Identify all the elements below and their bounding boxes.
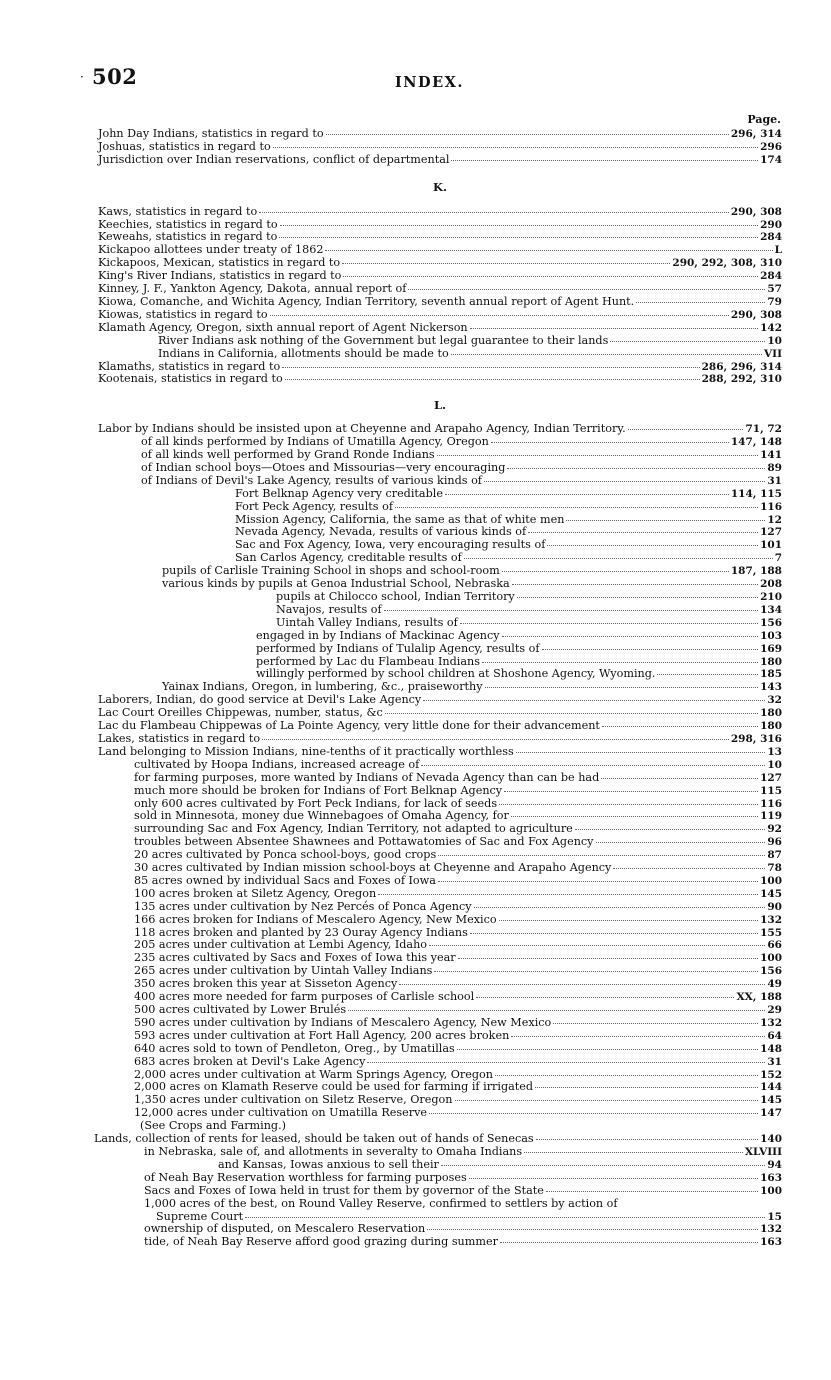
entry-text: of Indians of Devil's Lake Agency, results of various kinds of [141, 473, 482, 487]
dot-leader [429, 1112, 758, 1114]
entry-text: sold in Minnesota, money due Winnebagoes of Omaha Agency, for [134, 809, 509, 823]
entry-page: 66 [767, 939, 782, 952]
dot-leader [491, 441, 729, 443]
dot-leader [378, 893, 758, 895]
entry-page: 57 [767, 283, 782, 296]
index-entry [98, 449, 782, 462]
dot-leader [495, 1074, 758, 1076]
dot-leader [511, 815, 758, 817]
entry-page: 169 [760, 642, 782, 655]
index-entry [98, 1030, 782, 1043]
entry-page: 100 [760, 1184, 782, 1197]
index-entry [98, 914, 782, 927]
entry-page: 141 [760, 449, 782, 462]
entry-text: of Indian school boys—Otoes and Missourias—very encouraging [141, 460, 506, 474]
entry-text: Klamaths, statistics in regard to [98, 359, 281, 373]
dot-leader [470, 327, 758, 329]
dot-leader [566, 519, 765, 521]
dot-leader [482, 661, 758, 663]
index-entry [98, 875, 782, 888]
dot-leader [399, 983, 765, 985]
entry-text: 400 acres more needed for farm purposes of Carlisle school [134, 990, 475, 1004]
entry-page: 290, 292, 308, 310 [672, 257, 782, 270]
entry-text: Kickapoo allottees under treaty of 1862 [98, 243, 324, 257]
entry-text: 593 acres under cultivation at Fort Hall Agency, 200 acres broken [134, 1028, 510, 1042]
entry-text: Kiowa, Comanche, and Wichita Agency, Indian Territory, seventh annual report of Agent Hunt. [98, 294, 635, 308]
dot-leader [512, 583, 758, 585]
entry-text: Supreme Court [156, 1209, 244, 1223]
index-entry [98, 1056, 782, 1069]
dot-leader [441, 1164, 765, 1166]
entry-page: 147, 148 [730, 436, 782, 449]
index-entry [98, 591, 782, 604]
dot-leader [546, 1190, 758, 1192]
dot-leader [536, 1138, 758, 1140]
dot-leader [280, 224, 758, 226]
dot-leader [602, 725, 758, 727]
entry-text: engaged in by Indians of Mackinac Agency [256, 628, 500, 642]
entry-page: 156 [760, 616, 782, 629]
entry-page: 296, 314 [730, 128, 782, 140]
index-entry [98, 501, 782, 514]
entry-text: 1,000 acres of the best, on Round Valley Reserve, confirmed to settlers by action of [144, 1196, 618, 1210]
entry-text: Fort Peck Agency, results of [235, 499, 393, 513]
entry-page: 100 [760, 952, 782, 965]
dot-leader [429, 944, 765, 946]
entry-page: 143 [760, 681, 782, 694]
dot-leader [547, 544, 758, 546]
entry-page: 127 [760, 771, 782, 784]
index-entry [98, 206, 782, 219]
entry-text: in Nebraska, sale of, and allotments in severalty to Omaha Indians [144, 1144, 523, 1158]
entry-text: 85 acres owned by individual Sacs and Foxes of Iowa [134, 873, 436, 887]
entry-page: 163 [760, 1171, 782, 1184]
dot-leader [279, 236, 758, 238]
index-entry [98, 888, 782, 901]
page-column-label: Page. [747, 113, 781, 126]
dot-leader [484, 480, 765, 482]
index-entry [98, 1172, 782, 1185]
entry-text: performed by Indians of Tulalip Agency, results of [256, 641, 540, 655]
dot-leader [325, 249, 772, 251]
dot-leader [259, 211, 729, 213]
entry-page: 284 [760, 231, 782, 244]
dot-leader [502, 570, 729, 572]
entry-page: L [774, 244, 782, 257]
entry-text: pupils of Carlisle Training School in shops and school-room [162, 564, 500, 578]
dot-leader [427, 1228, 758, 1230]
dot-leader [455, 1099, 759, 1101]
entry-text: King's River Indians, statistics in regard to [98, 269, 342, 283]
entry-page: 180 [760, 655, 782, 668]
entry-text: Navajos, results of [276, 602, 382, 616]
dot-leader [575, 828, 766, 830]
entry-page: 29 [767, 1004, 782, 1016]
entry-text: River Indians ask nothing of the Government but legal guarantee to their lands [158, 333, 609, 347]
entry-page: 32 [767, 694, 782, 707]
entry-text: of all kinds performed by Indians of Umatilla Agency, Oregon [141, 435, 489, 449]
dot-leader [445, 493, 729, 495]
entry-page: 100 [760, 874, 782, 887]
entry-text: troubles between Absentee Shawnees and Pottawatomies of Sac and Fox Agency [134, 835, 594, 849]
dot-leader [516, 751, 766, 753]
dot-leader [423, 699, 765, 701]
entry-text: much more should be broken for Indians of Fort Belknap Agency [134, 783, 503, 797]
entry-text: Kaws, statistics in regard to [98, 204, 258, 218]
entry-text: Kickapoos, Mexican, statistics in regard to [98, 256, 341, 270]
entry-page: 101 [760, 539, 782, 552]
entry-page: 144 [760, 1081, 782, 1094]
entry-page: 12 [767, 513, 782, 526]
index-entry [98, 475, 782, 488]
entry-page: 92 [767, 823, 782, 836]
index-entry [98, 1146, 782, 1159]
dot-leader [502, 635, 758, 637]
entry-text: 683 acres broken at Devil's Lake Agency [134, 1054, 366, 1068]
index-entry [98, 746, 782, 759]
dot-leader [485, 686, 759, 688]
index-entry [98, 1185, 782, 1198]
entry-text: of Neah Bay Reservation worthless for farming purposes [144, 1170, 467, 1184]
entry-text: 590 acres under cultivation by Indians of Mescalero Agency, New Mexico [134, 1015, 552, 1029]
dot-leader [613, 867, 765, 869]
dot-leader [285, 378, 700, 380]
entry-page: 290 [760, 218, 782, 231]
index-entry [98, 462, 782, 475]
dot-leader [342, 262, 670, 264]
index-entry [98, 617, 782, 630]
entry-page: XLVIII [744, 1145, 782, 1158]
index-entry [98, 335, 782, 348]
page-bullet: · [80, 70, 84, 84]
entry-page: 94 [767, 1158, 782, 1171]
dot-leader [524, 1151, 743, 1153]
dot-leader [500, 1241, 758, 1243]
entry-text: Kinney, J. F., Yankton Agency, Dakota, annual report of [98, 282, 407, 296]
dot-leader [437, 454, 758, 456]
entry-page: 208 [760, 578, 782, 591]
entry-text: 2,000 acres under cultivation at Warm Springs Agency, Oregon [134, 1067, 493, 1081]
dot-leader [499, 919, 758, 921]
entry-text: surrounding Sac and Fox Agency, Indian Territory, not adapted to agriculture [134, 822, 573, 836]
dot-leader [434, 970, 758, 972]
entry-page: 114, 115 [730, 487, 782, 500]
index-entry [98, 309, 782, 322]
entry-page: XX, 188 [736, 991, 782, 1004]
entry-page: 71, 72 [745, 423, 782, 436]
dot-leader [385, 712, 758, 714]
section-letter: L. [433, 398, 447, 413]
entry-text: 205 acres under cultivation at Lembi Agency, Idaho [134, 938, 428, 952]
entry-text: 1,350 acres under cultivation on Siletz Reserve, Oregon [134, 1093, 453, 1107]
entry-text: 135 acres under cultivation by Nez Percés of Ponca Agency [134, 899, 472, 913]
entry-page: 119 [760, 810, 782, 823]
entry-text: and Kansas, Iowas anxious to sell their [218, 1157, 439, 1171]
dot-leader [553, 1022, 758, 1024]
entry-page: 284 [760, 270, 782, 283]
dot-leader [601, 777, 758, 779]
entry-page: 116 [760, 797, 782, 810]
index-entry [98, 759, 782, 772]
entry-page: 290, 308 [730, 308, 782, 321]
dot-leader [542, 648, 759, 650]
index-entry [98, 901, 782, 914]
index-entry [98, 1043, 782, 1056]
dot-leader [628, 428, 744, 430]
entry-text: Land belonging to Mission Indians, nine-tenths of it practically worthless [98, 744, 514, 758]
entry-text: cultivated by Hoopa Indians, increased acreage of [134, 757, 420, 771]
entry-page: 296 [760, 140, 782, 153]
entry-text: Mission Agency, California, the same as that of white men [235, 512, 565, 526]
dot-leader [262, 738, 729, 740]
entry-text: 265 acres under cultivation by Uintah Valley Indians [134, 964, 433, 978]
index-entry [98, 643, 782, 656]
entry-page: 78 [767, 862, 782, 875]
dot-leader [384, 609, 758, 611]
entry-page: 156 [760, 965, 782, 978]
index-entry [98, 128, 782, 141]
entry-page: 15 [767, 1210, 782, 1223]
index-list [94, 127, 782, 1249]
entry-page: 10 [767, 334, 782, 347]
section-letter: K. [433, 179, 447, 194]
entry-text: Indians in California, allotments should be made to [158, 346, 449, 360]
dot-leader [421, 764, 765, 766]
index-entry [98, 488, 782, 501]
entry-text: Jurisdiction over Indian reservations, conflict of departmental [98, 152, 450, 166]
dot-leader [451, 159, 758, 161]
entry-page: VII [764, 347, 782, 360]
entry-page: 288, 292, 310 [701, 373, 782, 386]
dot-leader [610, 340, 765, 342]
index-entry [98, 141, 782, 154]
entry-page: 142 [760, 321, 782, 334]
dot-leader [476, 996, 734, 998]
entry-page: 127 [760, 526, 782, 539]
entry-page: 145 [760, 887, 782, 900]
entry-page: 148 [760, 1042, 782, 1055]
index-entry [98, 733, 782, 746]
index-entry [98, 154, 782, 167]
index-entry [98, 862, 782, 875]
entry-page: 116 [760, 500, 782, 513]
entry-text: 100 acres broken at Siletz Agency, Oregon [134, 886, 377, 900]
entry-text: 30 acres cultivated by Indian mission school-boys at Cheyenne and Arapaho Agency [134, 861, 612, 875]
entry-page: 49 [767, 978, 782, 991]
entry-text: tide, of Neah Bay Reserve afford good grazing during summer [144, 1235, 498, 1249]
dot-leader [464, 557, 773, 559]
entry-text: 500 acres cultivated by Lower Brulés [134, 1003, 347, 1016]
entry-text: Labor by Indians should be insisted upon at Cheyenne and Arapaho Agency, Indian Territory. [98, 422, 626, 436]
entry-page: 210 [760, 591, 782, 603]
entry-text: 118 acres broken and planted by 23 Ouray Agency Indians [134, 925, 468, 939]
dot-leader [596, 841, 766, 843]
dot-leader [395, 506, 758, 508]
entry-page: 7 [774, 552, 782, 565]
entry-page: 132 [760, 913, 782, 926]
entry-text: 640 acres sold to town of Pendleton, Oreg., by Umatillas [134, 1041, 455, 1055]
entry-text: Lands, collection of rents for leased, should be taken out of hands of Senecas [94, 1132, 534, 1146]
entry-page: 64 [767, 1029, 782, 1042]
entry-text: Sac and Fox Agency, Iowa, very encouraging results of [235, 538, 546, 552]
entry-text: Laborers, Indian, do good service at Devil's Lake Agency [98, 693, 422, 707]
index-entry [98, 785, 782, 798]
entry-text: 12,000 acres under cultivation on Umatilla Reserve [134, 1106, 428, 1120]
entry-page: 87 [767, 849, 782, 862]
entry-page: 155 [760, 926, 782, 939]
entry-page: 132 [760, 1016, 782, 1029]
index-entry [98, 296, 782, 309]
entry-text: of all kinds well performed by Grand Ronde Indians [141, 448, 435, 462]
dot-leader [245, 1216, 765, 1218]
dot-leader [367, 1061, 765, 1063]
dot-leader [636, 301, 765, 303]
dot-leader [326, 133, 729, 135]
entry-page: 10 [767, 758, 782, 771]
dot-leader [507, 467, 765, 469]
entry-text: Yainax Indians, Oregon, in lumbering, &c., praiseworthy [162, 680, 483, 694]
entry-text: Sacs and Foxes of Iowa held in trust for them by governor of the State [144, 1183, 544, 1197]
entry-page: 187, 188 [730, 565, 782, 578]
entry-text: ownership of disputed, on Mescalero Reservation [144, 1222, 426, 1236]
entry-page: 185 [760, 668, 782, 681]
dot-leader [657, 673, 758, 675]
entry-text: Lakes, statistics in regard to [98, 731, 261, 745]
entry-text: 166 acres broken for Indians of Mescalero Agency, New Mexico [134, 912, 497, 926]
dot-leader [517, 596, 758, 598]
dot-leader [438, 854, 765, 856]
entry-text: only 600 acres cultivated by Fort Peck Indians, for lack of seeds [134, 796, 498, 810]
entry-page: 31 [767, 474, 782, 487]
entry-page: 103 [760, 629, 782, 642]
index-entry [98, 373, 782, 386]
entry-page: 90 [767, 900, 782, 913]
dot-leader [273, 146, 758, 148]
entry-text: performed by Lac du Flambeau Indians [256, 654, 480, 668]
index-entry [98, 1017, 782, 1030]
dot-leader [282, 366, 699, 368]
entry-page: 163 [760, 1236, 782, 1249]
entry-text: Joshuas, statistics in regard to [98, 139, 271, 153]
entry-text: Nevada Agency, Nevada, results of various kinds of [235, 525, 527, 539]
entry-text: John Day Indians, statistics in regard to [98, 127, 324, 140]
entry-text: for farming purposes, more wanted by Indians of Nevada Agency than can be had [134, 770, 600, 784]
index-entry [98, 630, 782, 643]
entry-text: Uintah Valley Indians, results of [276, 615, 458, 629]
entry-page: 145 [760, 1094, 782, 1107]
entry-text: 235 acres cultivated by Sacs and Foxes of Iowa this year [134, 951, 456, 965]
entry-page: 96 [767, 836, 782, 849]
dot-leader [348, 1009, 765, 1011]
page-title: INDEX. [395, 74, 464, 91]
entry-text: Kiowas, statistics in regard to [98, 307, 268, 321]
index-entry [98, 772, 782, 785]
entry-page: 31 [767, 1055, 782, 1068]
dot-leader [458, 957, 758, 959]
dot-leader [460, 622, 758, 624]
entry-page: 180 [760, 720, 782, 733]
entry-text: 350 acres broken this year at Sisseton Agency [134, 977, 398, 991]
entry-text: 2,000 acres on Klamath Reserve could be used for farming if irrigated [134, 1080, 534, 1094]
entry-page: 132 [760, 1223, 782, 1236]
entry-text: Keweahs, statistics in regard to [98, 230, 278, 244]
entry-text: pupils at Chilocco school, Indian Territory [276, 590, 515, 603]
entry-page: 298, 316 [730, 732, 782, 745]
index-entry [98, 1198, 782, 1211]
dot-leader [504, 790, 758, 792]
entry-text: Lac Court Oreilles Chippewas, number, status, &c [98, 706, 383, 720]
entry-text: Keechies, statistics in regard to [98, 217, 278, 231]
dot-leader [451, 353, 762, 355]
entry-page: 290, 308 [730, 205, 782, 218]
index-entry [98, 604, 782, 617]
entry-text: various kinds by pupils at Genoa Industrial School, Nebraska [162, 577, 510, 591]
entry-page: 286, 296, 314 [701, 360, 782, 373]
entry-text: San Carlos Agency, creditable results of [235, 551, 462, 565]
entry-page: 134 [760, 603, 782, 616]
entry-text: Lac du Flambeau Chippewas of La Pointe Agency, very little done for their advancement [98, 719, 600, 733]
dot-leader [511, 1035, 765, 1037]
dot-leader [499, 803, 758, 805]
entry-page: 152 [760, 1068, 782, 1081]
entry-text: Klamath Agency, Oregon, sixth annual report of Agent Nickerson [98, 320, 468, 334]
dot-leader [408, 288, 765, 290]
entry-page: 115 [760, 784, 782, 797]
entry-page: 180 [760, 707, 782, 720]
dot-leader [470, 932, 758, 934]
dot-leader [438, 880, 758, 882]
dot-leader [270, 314, 729, 316]
entry-page: 89 [767, 461, 782, 474]
entry-page: 147 [760, 1107, 782, 1120]
entry-text: Kootenais, statistics in regard to [98, 372, 283, 386]
entry-page: 79 [767, 295, 782, 308]
dot-leader [457, 1048, 758, 1050]
page-number: 502 [92, 64, 138, 89]
dot-leader [535, 1086, 758, 1088]
entry-text: 20 acres cultivated by Ponca school-boys, good crops [134, 848, 437, 862]
dot-leader [469, 1177, 758, 1179]
index-entry [98, 1159, 782, 1172]
dot-leader [474, 906, 766, 908]
entry-text: willingly performed by school children at Shoshone Agency, Wyoming. [256, 667, 656, 681]
entry-page: 13 [767, 745, 782, 758]
index-entry [98, 322, 782, 335]
index-entry [98, 1236, 782, 1249]
entry-page: 174 [760, 153, 782, 166]
dot-leader [528, 531, 758, 533]
dot-leader [343, 275, 758, 277]
entry-text: (See Crops and Farming.) [140, 1119, 287, 1133]
index-entry [98, 348, 782, 361]
entry-text: Fort Belknap Agency very creditable [235, 486, 443, 500]
index-entry [98, 1004, 782, 1017]
entry-page: 140 [760, 1133, 782, 1146]
